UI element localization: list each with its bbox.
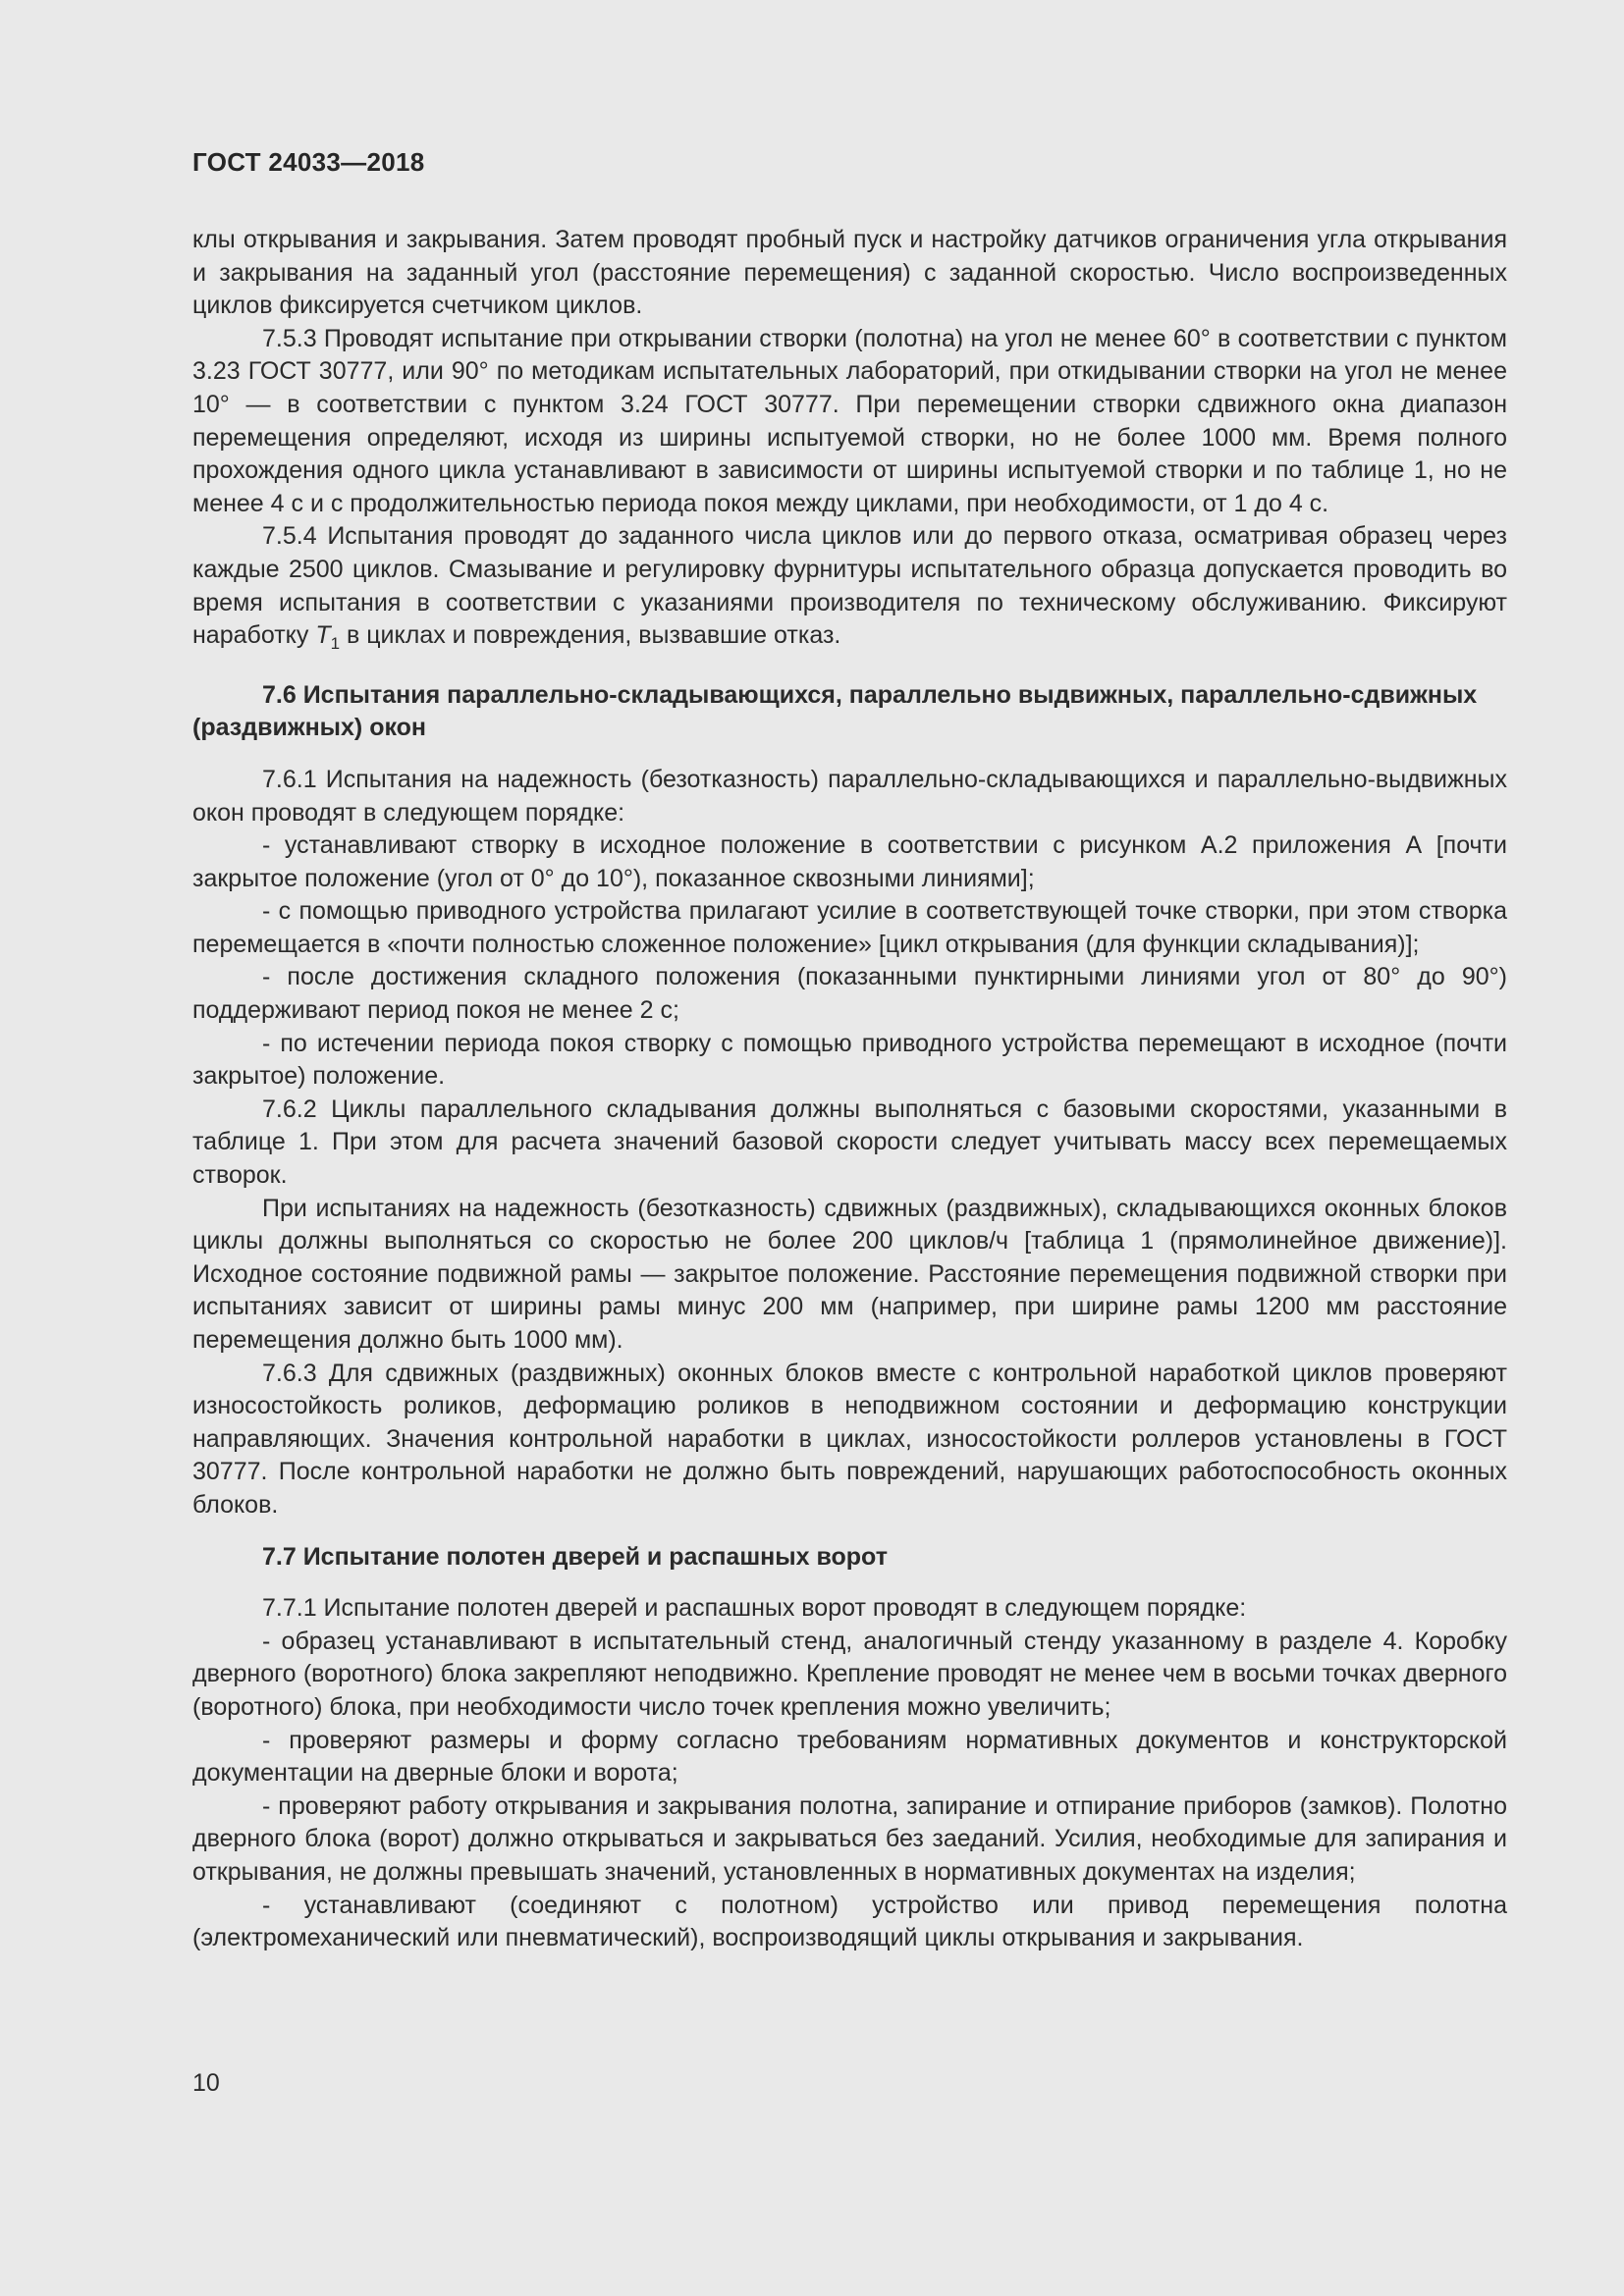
section-heading-7-7: 7.7 Испытание полотен дверей и распашных ворот (262, 1542, 888, 1571)
paragraph-7-5-4 (192, 520, 1507, 660)
list-item: - устанавливают створку в исходное положение в соответствии с рисунком А.2 приложения А [почти закрытое положение (угол от 0° до 10°), показанное сквозными линиями]; (192, 831, 1507, 892)
spacer (192, 1574, 1507, 1592)
list-item: - образец устанавливают в испытательный стенд, аналогичный стенду указанному в разделе 4. Коробку дверного (воротного) блока закрепляют неподвижно. Крепление проводят не менее чем в восьми точках дверного (воротного) блока, при необходимости число точек крепления можно увеличить; (192, 1627, 1507, 1721)
list-item: - проверяют работу открывания и закрывания полотна, запирание и отпирание приборов (замков). Полотно дверного блока (ворот) должно открываться и закрываться без заеданий. Усилия, необходимые для запирания и открывания, не должны превышать значений, установленных в нормативных документах на изделия; (192, 1791, 1507, 1886)
list-item: - после достижения складного положения (показанными пунктирными линиями угол от 80° до 90°) поддерживают период покоя не менее 2 с; (192, 963, 1507, 1025)
paragraph-continuation: клы открывания и закрывания. Затем проводят пробный пуск и настройку датчиков ограничения угла открывания и закрывания на заданный угол (расстояние перемещения) с заданной скоростью. Число воспроизведенных циклов фиксируется счетчиком циклов. (192, 226, 1507, 320)
page-number: 10 (192, 2069, 220, 2097)
paragraph-7-6-1: 7.6.1 Испытания на надежность (безотказность) параллельно-складывающихся и параллельно-выдвижных окон проводят в следующем порядке: (192, 765, 1507, 827)
paragraph-7-5-4-text: 7.5.4 Испытания проводят до заданного числа циклов или до первого отказа, осматривая образец через каждые 2500 циклов. Смазывание и регулировку фурнитуры испытательного образца допускается проводить во время испытания в соответствии с указаниями производителя по техническому обслуживанию. Фиксируют наработку (192, 522, 1507, 650)
paragraph-7-6-2: 7.6.2 Циклы параллельного складывания должны выполняться с базовыми скоростями, указанными в таблице 1. При этом для расчета значений базовой скорости следует учитывать массу всех перемещаемых створок. (192, 1095, 1507, 1190)
spacer (192, 1522, 1507, 1541)
paragraph-7-7-1: 7.7.1 Испытание полотен дверей и распашных ворот проводят в следующем порядке: (262, 1594, 1247, 1623)
list-item: - с помощью приводного устройства прилагают усилие в соответствующей точке створки, при этом створка перемещается в «почти полностью сложенное положение» [цикл открывания (для функции складывания)]; (192, 897, 1507, 958)
section-heading-7-6: 7.6 Испытания параллельно-складывающихся, параллельно выдвижных, параллельно-сдвижных (раздвижных) окон (192, 680, 1478, 742)
document-header: ГОСТ 24033—2018 (192, 147, 425, 177)
spacer (192, 661, 1507, 679)
paragraph-7-5-4-end: в циклах и повреждения, вызвавшие отказ. (347, 621, 841, 650)
symbol-t: T (315, 621, 331, 650)
paragraph-7-6-3: 7.6.3 Для сдвижных (раздвижных) оконных блоков вместе с контрольной наработкой циклов проверяют износостойкость роликов, деформацию роликов в неподвижном состоянии и деформацию конструкции направляющих. Значения контрольной наработки в циклах, износостойкости роллеров установлены в ГОСТ 30777. После контрольной наработки не должно быть повреждений, нарушающих работоспособность оконных блоков. (192, 1359, 1507, 1519)
list-item: - проверяют размеры и форму согласно требованиям нормативных документов и конструкторской документации на дверные блоки и ворота; (192, 1726, 1507, 1788)
symbol-t1 (315, 621, 341, 654)
document-body (192, 224, 1507, 1955)
symbol-subscript: 1 (330, 634, 341, 654)
spacer (192, 745, 1507, 764)
list-item: - устанавливают (соединяют с полотном) устройство или привод перемещения полотна (электромеханический или пневматический), воспроизводящий циклы открывания и закрывания. (192, 1891, 1507, 1952)
paragraph-7-5-3: 7.5.3 Проводят испытание при открывании створки (полотна) на угол не менее 60° в соответствии с пунктом 3.23 ГОСТ 30777, или 90° по методикам испытательных лабораторий, при откидывании створки на угол не менее 10° — в соответствии с пунктом 3.24 ГОСТ 30777. При перемещении створки сдвижного окна диапазон перемещения определяют, исходя из ширины испытуемой створки, но не более 1000 мм. Время полного прохождения одного цикла устанавливают в зависимости от ширины испытуемой створки и по таблице 1, но не менее 4 с и с продолжительностью периода покоя между циклами, при необходимости, от 1 до 4 с. (192, 324, 1507, 517)
paragraph-7-6-2-continued: При испытаниях на надежность (безотказность) сдвижных (раздвижных), складывающихся оконных блоков циклы должны выполняться со скоростью не более 200 циклов/ч [таблица 1 (прямолинейное движение)]. Исходное состояние подвижной рамы — закрытое положение. Расстояние перемещения подвижной створки при испытаниях зависит от ширины рамы минус 200 мм (например, при ширине рамы 1200 мм расстояние перемещения должно быть 1000 мм). (192, 1194, 1507, 1354)
list-item: - по истечении периода покоя створку с помощью приводного устройства перемещают в исходное (почти закрытое) положение. (192, 1029, 1507, 1091)
